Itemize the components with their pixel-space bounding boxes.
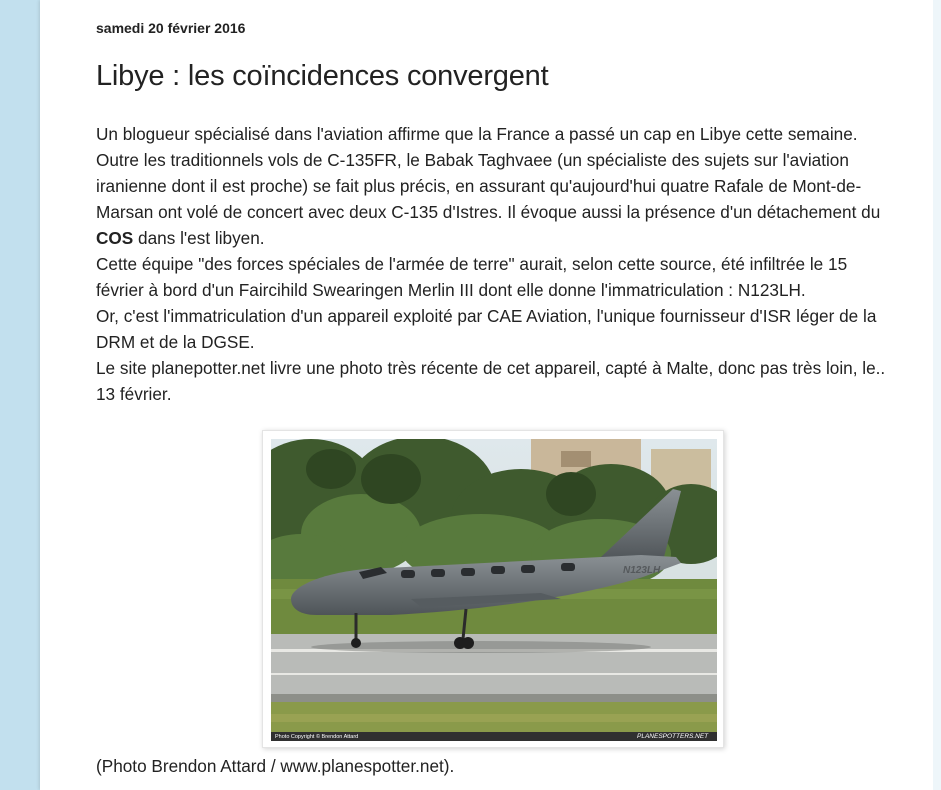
- aircraft-photo-image: [271, 439, 717, 741]
- paragraph-1: Un blogueur spécialisé dans l'aviation affirme que la France a passé un cap en Libye cette semaine.: [96, 124, 858, 144]
- paragraph-4: Or, c'est l'immatriculation d'un appareil exploité par CAE Aviation, l'unique fournisseur d'ISR léger de la DRM et de la DGSE.: [96, 306, 877, 352]
- paragraph-2-end: dans l'est libyen.: [133, 228, 265, 248]
- right-edge: [933, 0, 941, 790]
- paragraph-2: [96, 147, 896, 251]
- paragraph-3: Cette équipe "des forces spéciales de l'armée de terre" aurait, selon cette source, été infiltrée le 15 février à bord d'un Faircihild Swearingen Merlin III dont elle donne l'immatriculation : N123LH.: [96, 254, 848, 300]
- aircraft-registration: N123LH: [623, 565, 661, 576]
- post-body: [96, 121, 896, 407]
- paragraph-2-start: Outre les traditionnels vols de C-135FR, le Babak Taghvaee (un spécialiste des sujets sur l'aviation iranienne dont il est proche) se fait plus précis, en assurant qu'aujourd'hui quatre Rafale de Mont-de-Marsan ont volé de concert avec deux C-135 d'Istres. Il évoque aussi la présence d'un détachement du: [96, 150, 881, 222]
- post-date: samedi 20 février 2016: [96, 20, 246, 36]
- photo-watermark: PLANESPOTTERS.NET: [637, 733, 709, 740]
- photo-caption: (Photo Brendon Attard / www.planespotter.net).: [96, 756, 455, 776]
- cos-bold: COS: [96, 228, 134, 248]
- paragraph-5: Le site planepotter.net livre une photo très récente de cet appareil, capté à Malte, donc pas très loin, le.. 13 février.: [96, 358, 886, 404]
- photo-copyright: Photo Copyright © Brendon Attard: [275, 734, 359, 740]
- page-background-strip: [0, 0, 40, 790]
- post-title[interactable]: Libye : les coïncidences convergent: [96, 60, 549, 92]
- aircraft-photo[interactable]: [262, 430, 724, 748]
